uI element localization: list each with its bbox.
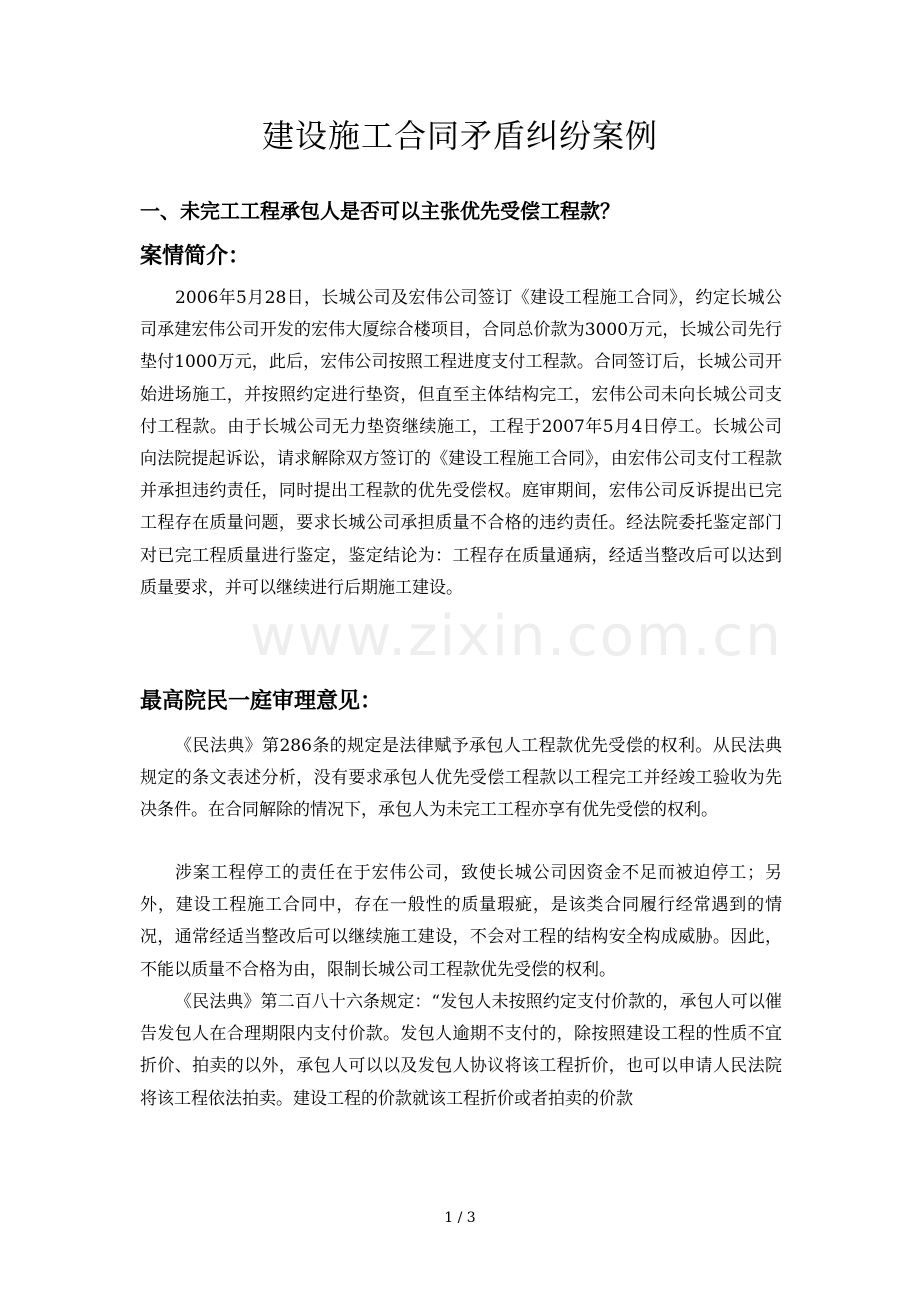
case-intro-heading: 案情简介：: [140, 244, 251, 269]
section-heading: 一、未完工工程承包人是否可以主张优先受偿工程款？: [140, 199, 620, 223]
page-indicator: 1 / 3: [444, 1210, 476, 1226]
watermark: www.zixin.com.cn: [250, 604, 783, 669]
opinion-heading: 最高院民一庭审理意见：: [140, 689, 383, 714]
document-title: 建设施工合同矛盾纠纷案例: [261, 117, 658, 155]
case-paragraph: 2006年5月28日，长城公司及宏伟公司签订《建设工程施工合同》，约定长城公司承建宏伟公司开发的宏伟大厦综合楼项目，合同总价款为3000万元，长城公司先行垫付1000万元，此后，宏伟公司按照工程进度支付工程款。合同签订后，长城公司开始进场施工，并按照约定进行垫资，但直至主体结构完工，宏伟公司未向长城公司支付工程款。由于长城公司无力垫资继续施工，工程于2007年5月4日停工。长城公司向法院提起诉讼，请求解除双方签订的《建设工程施工合同》，由宏伟公司支付工程款并承担违约责任，同时提出工程款的优先受偿权。庭审期间，宏伟公司反诉提出已完工程存在质量问题，要求长城公司承担质量不合格的违约责任。经法院委托鉴定部门对已完工程质量进行鉴定，鉴定结论为：工程存在质量通病，经适当整改后可以达到质量要求，并可以继续进行后期施工建设。: [140, 288, 782, 598]
opinion-paragraph: 《民法典》第286条的规定是法律赋予承包人工程款优先受偿的权利。从民法典规定的条文表述分析，没有要求承包人优先受偿工程款以工程完工并经竣工验收为先决条件。在合同解除的情况下，承包人为未完工工程亦享有优先受偿的权利。: [140, 736, 782, 821]
opinion-paragraph: 涉案工程停工的责任在于宏伟公司，致使长城公司因资金不足而被迫停工；另外，建设工程施工合同中，存在一般性的质量瑕疵，是该类合同履行经常遇到的情况，通常经适当整改后可以继续施工建设，不会对工程的结构安全构成威胁。因此，不能以质量不合格为由，限制长城公司工程款优先受偿的权利。: [140, 863, 782, 980]
opinion-paragraph: 《民法典》第二百八十六条规定：“发包人未按照约定支付价款的，承包人可以催告发包人在合理期限内支付价款。发包人逾期不支付的，除按照建设工程的性质不宜折价、拍卖的以外，承包人可以以及发包人协议将该工程折价，也可以申请人民法院将该工程依法拍卖。建设工程的价款就该工程折价或者拍卖的价款: [140, 992, 782, 1109]
